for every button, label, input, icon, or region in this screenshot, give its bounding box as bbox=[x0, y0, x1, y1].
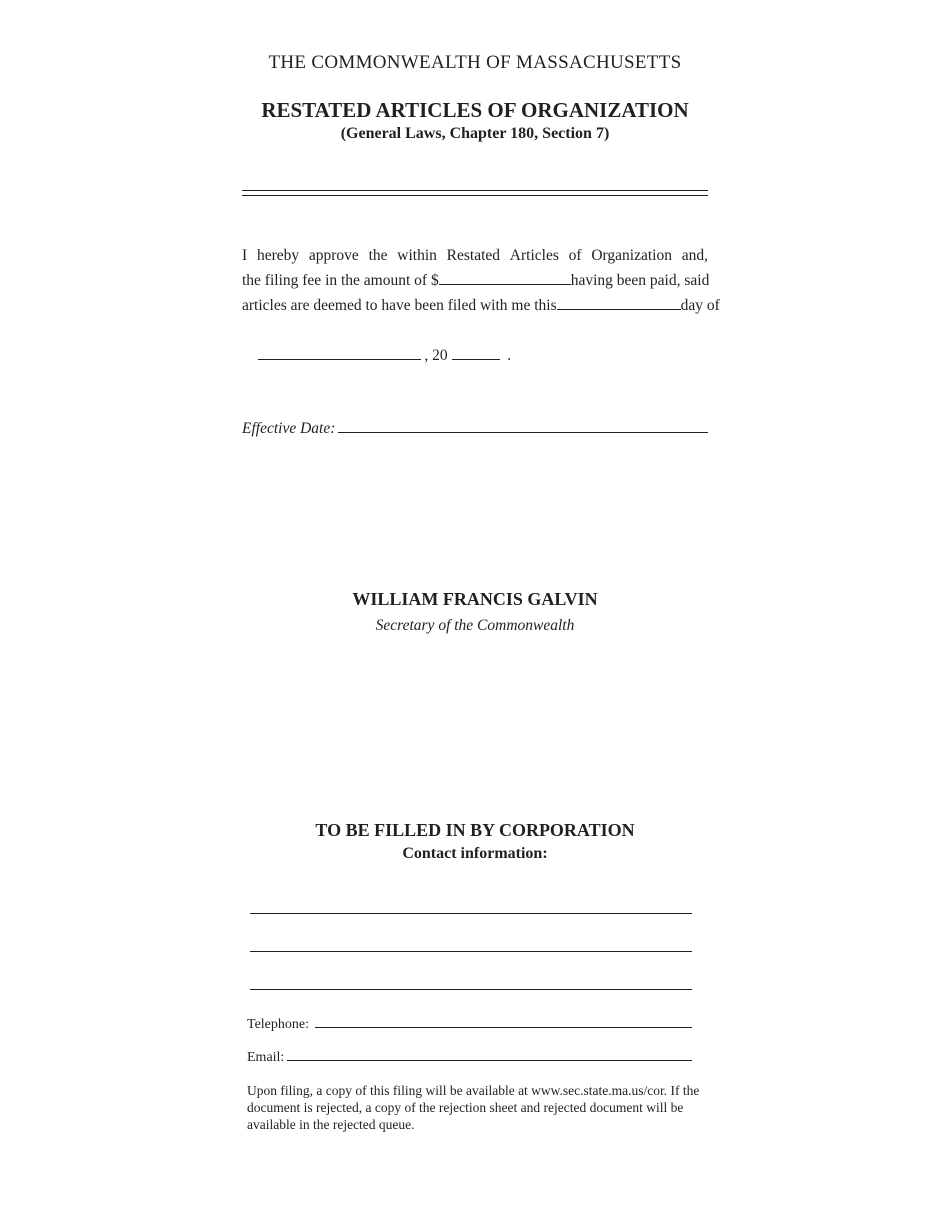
effective-date-row bbox=[242, 418, 708, 438]
state-title: THE COMMONWEALTH OF MASSACHUSETTS bbox=[268, 52, 682, 73]
divider-bottom bbox=[242, 195, 708, 196]
document-subtitle: (General Laws, Chapter 180, Section 7) bbox=[340, 125, 610, 142]
filing-year-blank[interactable] bbox=[452, 343, 500, 360]
filing-month-blank[interactable] bbox=[258, 343, 421, 360]
approval-line-3: articles are deemed to have been filed with me this day of bbox=[242, 293, 708, 318]
email-field[interactable] bbox=[287, 1048, 692, 1061]
divider-top bbox=[242, 190, 708, 191]
effective-date-field[interactable] bbox=[338, 418, 708, 433]
contact-line-2[interactable] bbox=[250, 951, 692, 952]
filing-fee-blank[interactable] bbox=[439, 268, 571, 285]
email-row bbox=[247, 1048, 692, 1066]
secretary-name: WILLIAM FRANCIS GALVIN bbox=[352, 589, 598, 609]
contact-line-1[interactable] bbox=[250, 913, 692, 914]
approval-line-1: I hereby approve the within Restated Articles of Organization and, bbox=[242, 247, 708, 264]
contact-line-3[interactable] bbox=[250, 989, 692, 990]
approval-line-4: , 20 . bbox=[242, 318, 708, 393]
telephone-label: Telephone: bbox=[247, 1017, 309, 1032]
document-title: RESTATED ARTICLES OF ORGANIZATION bbox=[261, 98, 689, 122]
contact-information-heading: Contact information: bbox=[402, 845, 548, 862]
filing-notice: Upon filing, a copy of this filing will be available at www.sec.state.ma.us/cor. If the document is rejected, a copy of the rejection sheet and rejected document will be available in the rejected queue. bbox=[247, 1083, 700, 1132]
secretary-title: Secretary of the Commonwealth bbox=[375, 617, 575, 634]
telephone-field[interactable] bbox=[315, 1015, 692, 1028]
telephone-row bbox=[247, 1015, 692, 1033]
filing-day-blank[interactable] bbox=[557, 293, 681, 310]
approval-line-2: the filing fee in the amount of $ having been paid, said bbox=[242, 268, 708, 293]
email-label: Email: bbox=[247, 1050, 285, 1065]
corporation-heading: TO BE FILLED IN BY CORPORATION bbox=[315, 820, 635, 840]
approval-paragraph bbox=[242, 243, 720, 393]
effective-date-label: Effective Date: bbox=[242, 420, 336, 437]
